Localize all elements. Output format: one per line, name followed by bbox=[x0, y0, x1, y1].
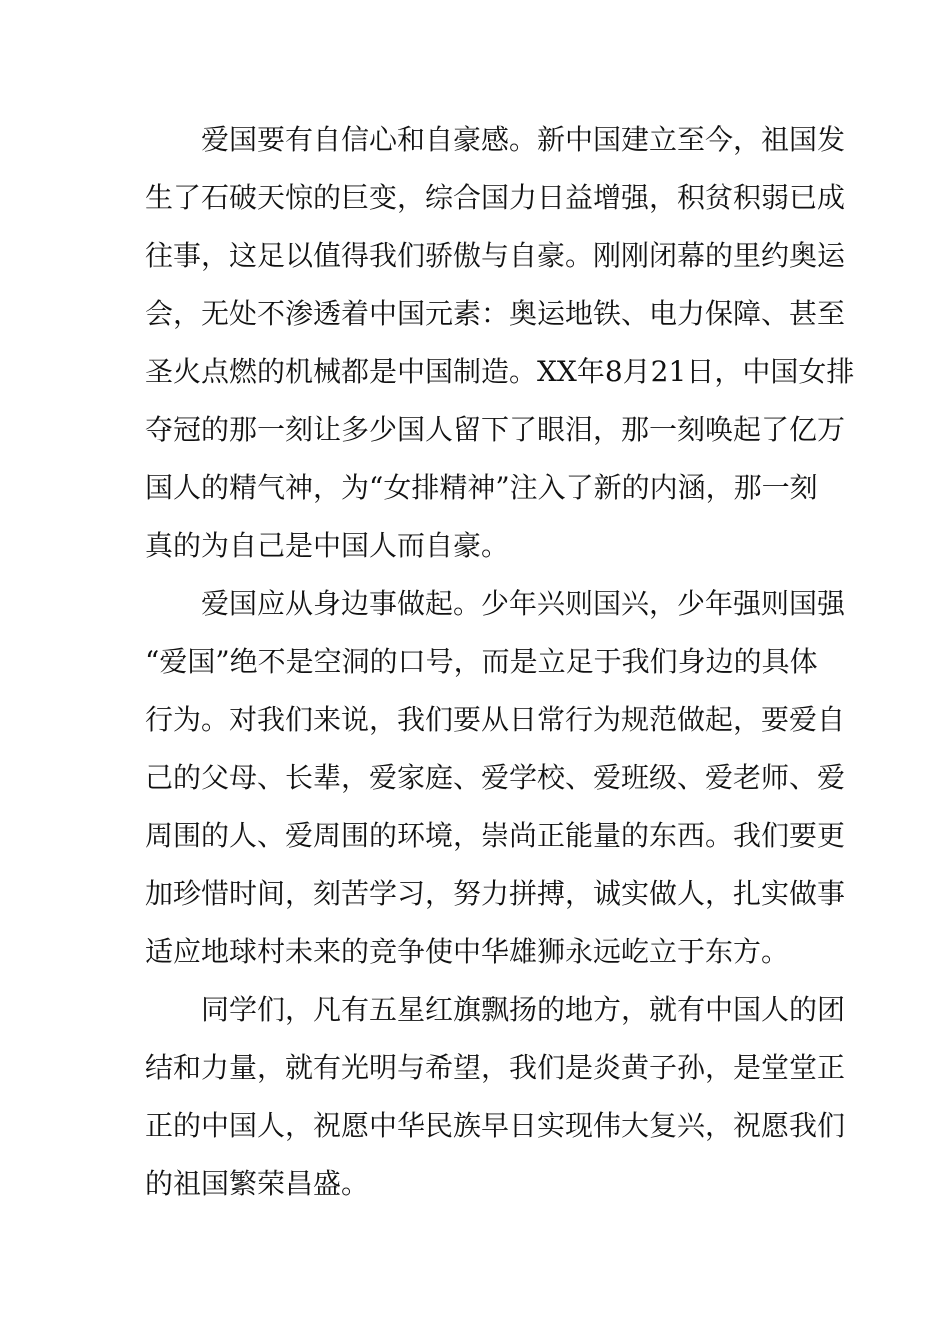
text-line: 行为。对我们来说，我们要从日常行为规范做起，要爱自 bbox=[145, 703, 846, 736]
text-line: 结和力量，就有光明与希望，我们是炎黄子孙，是堂堂正 bbox=[145, 1051, 846, 1084]
text-line: 圣火点燃的机械都是中国制造。XX年8月21日，中国女排 bbox=[145, 355, 855, 388]
text-line: 真的为自己是中国人而自豪。 bbox=[145, 529, 510, 562]
text-line: 夺冠的那一刻让多少国人留下了眼泪，那一刻唤起了亿万 bbox=[145, 413, 846, 446]
text-line: 己的父母、长辈，爱家庭、爱学校、爱班级、爱老师、爱 bbox=[145, 761, 846, 794]
text-line: 加珍惜时间，刻苦学习，努力拼搏，诚实做人，扎实做事 bbox=[145, 877, 846, 910]
text-line: 适应地球村未来的竞争使中华雄狮永远屹立于东方。 bbox=[145, 935, 790, 968]
text-line: 爱国应从身边事做起。少年兴则国兴，少年强则国强 bbox=[201, 587, 846, 620]
text-line: 会，无处不渗透着中国元素：奥运地铁、电力保障、甚至 bbox=[145, 297, 846, 330]
text-line: 正的中国人，祝愿中华民族早日实现伟大复兴，祝愿我们 bbox=[145, 1109, 846, 1142]
text-line: 的祖国繁荣昌盛。 bbox=[145, 1167, 370, 1200]
text-line: 周围的人、爱周围的环境，崇尚正能量的东西。我们要更 bbox=[145, 819, 846, 852]
text-line: “爱国”绝不是空洞的口号，而是立足于我们身边的具体 bbox=[145, 645, 818, 678]
text-line: 同学们，凡有五星红旗飘扬的地方，就有中国人的团 bbox=[201, 993, 846, 1026]
text-line: 往事，这足以值得我们骄傲与自豪。刚刚闭幕的里约奥运 bbox=[145, 239, 846, 272]
text-line: 爱国要有自信心和自豪感。新中国建立至今，祖国发 bbox=[201, 123, 846, 156]
text-line: 生了石破天惊的巨变，综合国力日益增强，积贫积弱已成 bbox=[145, 181, 846, 214]
text-line: 国人的精气神，为“女排精神”注入了新的内涵，那一刻 bbox=[145, 471, 818, 504]
